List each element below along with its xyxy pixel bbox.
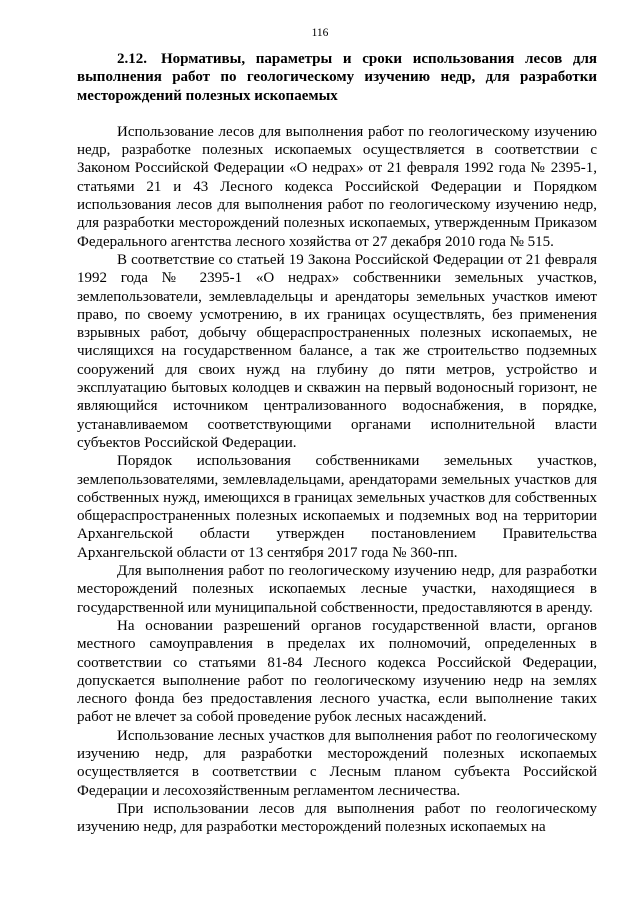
paragraph-1: Использование лесов для выполнения работ по геологическому изучению недр, разработке полезных ископаемых осуществляется в соответствии с Законом Российской Федерации «О недрах» от 21 февраля 1992 года № 2395-1, статьями 21 и 43 Лесного кодекса Российской Федерации и Порядком использования лесов для выполнения работ по геологическому изучению недр, для разработки месторождений полезных ископаемых, утвержденным Приказом Федерального агентства лесного хозяйства от 27 декабря 2010 года № 515.: [77, 123, 597, 250]
paragraph-3: Порядок использования собственниками земельных участков, землепользователями, землевладельцами, арендаторами земельных участков для собственных нужд, имеющихся в границах земельных участков для собственных общераспространенных полезных ископаемых и подземных вод на территории Архангельской области утвержден постановлением Правительства Архангельской области от 13 сентября 2017 года № 360-пп.: [77, 453, 597, 561]
paragraph-5: На основании разрешений органов государственной власти, органов местного самоуправления в пределах их полномочий, определенных в соответствии со статьями 81-84 Лесного кодекса Российской Федерации, допускается выполнение работ по геологическому изучению недр на землях лесного фонда без предоставления лесного участка, если выполнение таких работ не влечет за собой проведение рубок лесных насаждений.: [77, 617, 597, 726]
paragraph-7: При использовании лесов для выполнения работ по геологическому изучению недр, для разработки месторождений полезных ископаемых на: [77, 800, 597, 836]
paragraph-2: В соответствие со статьей 19 Закона Российской Федерации от 21 февраля 1992 года № 2395-1 «О недрах» собственники земельных участков, землепользователи, землевладельцы и арендаторы земельных участков имеют право, по своему усмотрению, в их границах осуществлять, без применения взрывных работ, добычу общераспространенных полезных ископаемых, не числящихся на государственном балансе, а так же строительство подземных сооружений для своих нужд на глубину до пяти метров, устройство и эксплуатацию бытовых колодцев и скважин на первый водоносный горизонт, не являющийся источником централизованного водоснабжения, в порядке, устанавливаемом соответствующими органами исполнительной власти субъектов Российской Федерации.: [77, 251, 597, 451]
paragraph-4: Для выполнения работ по геологическому изучению недр, для разработки месторождений полезных ископаемых лесные участки, находящиеся в государственной или муниципальной собственности, предоставляются в аренду.: [77, 563, 597, 616]
section-number: 2.12.: [117, 51, 147, 67]
page-number: 116: [311, 27, 329, 39]
page-content: [77, 50, 597, 836]
section-title: Нормативы, параметры и сроки использования лесов для выполнения работ по геологическому изучению недр, для разработки месторождений полезных ископаемых: [77, 51, 597, 104]
paragraph-6: Использование лесных участков для выполнения работ по геологическому изучению недр, для разработки месторождений полезных ископаемых осуществляется в соответствии с Лесным планом субъекта Российской Федерации и лесохозяйственным регламентом лесничества.: [77, 727, 597, 799]
section-heading: [77, 50, 597, 105]
